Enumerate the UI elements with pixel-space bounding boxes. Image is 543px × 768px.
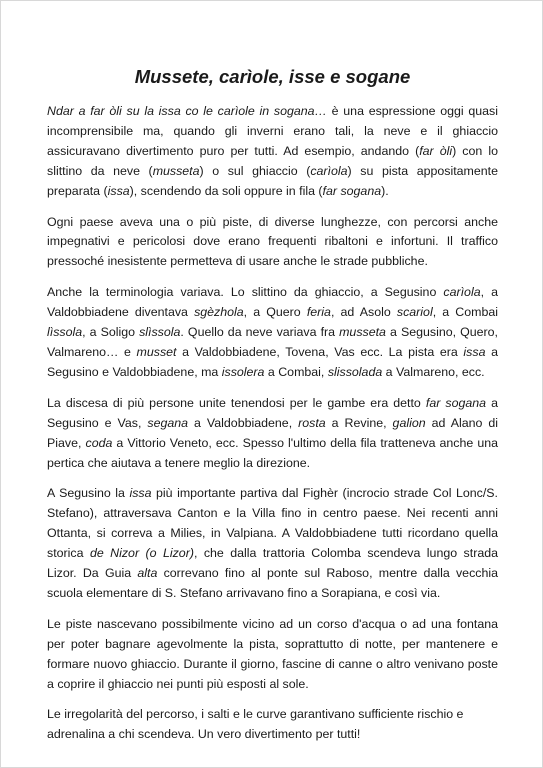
- text-run: Le irregolarità del percorso, i salti e le curve garantivano sufficiente rischio e adrenalina a chi scendeva. Un vero divertimento per tutti!: [47, 707, 464, 742]
- text-run: , che dalla trattoria Colomba scendeva lungo strada Lizor. Da Guia: [47, 546, 498, 581]
- text-run: è una espressione oggi quasi incomprensibile ma, quando gli inverni erano tali, la neve e il ghiaccio assicuravano divertimento puro per tutti. Ad esempio, andando (: [47, 104, 499, 158]
- italic-term: Ndar a far òli su la issa co le carìole in sogana…: [47, 104, 327, 118]
- text-run: a Segusino e Valdobbiadene, ma: [47, 344, 498, 379]
- text-run: A Segusino la: [47, 486, 130, 501]
- italic-term: issa: [463, 344, 486, 359]
- italic-term: scariol: [396, 305, 433, 320]
- text-run: correvano fino al ponte sul Raboso, mentre dalla vecchia scuola elementare di S. Stefano arrivavano fino a Sorapiana, e così via.: [47, 566, 498, 600]
- italic-term: rosta: [298, 415, 326, 430]
- italic-term: sgèzhola: [194, 305, 244, 320]
- text-run: ) con lo slittino da neve (: [47, 143, 498, 178]
- italic-term: galion: [392, 415, 426, 430]
- text-run: a Valdobbiadene,: [188, 415, 299, 430]
- italic-term: issa: [107, 183, 130, 198]
- text-run: Le piste nascevano possibilmente vicino ad un corso d'acqua o ad una fontana per poter bagnare agevolmente la pista, soprattutto di notte, per mantenere e formare nuovo ghiaccio. Durante il giorno, fascine di canne o altro venivano poste a coprire il ghiaccio nei punti più esposti al sole.: [47, 616, 498, 691]
- italic-term: feria: [306, 305, 331, 320]
- paragraph-7: [47, 705, 498, 745]
- italic-term: coda: [85, 435, 113, 450]
- italic-term: issa: [129, 486, 152, 501]
- text-run: a Valmareno, ecc.: [382, 364, 485, 379]
- italic-term: de Nizor (o Lizor): [89, 546, 194, 561]
- text-run: , a Quero: [243, 305, 307, 320]
- italic-term: slissolada: [327, 364, 383, 379]
- text-run: a Valdobbiadene, Tovena, Vas ecc. La pista era: [176, 344, 464, 359]
- text-run: a Revine,: [325, 415, 393, 430]
- document-body: [47, 102, 498, 745]
- text-run: a Segusino, Quero, Valmareno… e: [47, 325, 499, 359]
- text-run: ) su pista appositamente preparata (: [47, 163, 498, 198]
- italic-term: far òli: [419, 143, 453, 158]
- italic-term: carìola: [310, 163, 348, 178]
- italic-term: musseta: [339, 325, 386, 340]
- text-run: ad Alano di Piave,: [47, 415, 499, 450]
- document-title: Mussete, carìole, isse e sogane: [134, 66, 411, 87]
- text-run: , ad Asolo: [330, 305, 397, 320]
- paragraph-2: [47, 213, 498, 273]
- paragraph-4: [47, 394, 498, 474]
- italic-term: far sogana: [425, 395, 487, 410]
- paragraph-3: [47, 283, 498, 383]
- text-run: . Quello da neve variava fra: [180, 325, 340, 340]
- text-run: più importante partiva dal Fighèr (incrocio strade Col Lonc/S. Stefano), attraversava Canton e la Villa fino in centro paese. Nei recenti anni Ottanta, si correva a Milies, in Valpiana. A Valdobbiadene tutti ricordano quella storica: [47, 486, 498, 561]
- text-run: , a Soligo: [82, 325, 140, 340]
- italic-term: musset: [136, 344, 177, 359]
- text-run: , a Combai: [432, 305, 498, 320]
- italic-term: carìola: [443, 285, 481, 300]
- italic-term: lìssola: [47, 325, 83, 340]
- text-run: ).: [381, 183, 389, 198]
- text-run: ) o sul ghiaccio (: [199, 163, 311, 178]
- italic-term: far sogana: [322, 183, 382, 198]
- text-run: Ogni paese aveva una o più piste, di diverse lunghezze, con percorsi anche impegnativi e pericolosi dove erano frequenti ribaltoni e infortuni. Il traffico pressoché inesistente permetteva di usare anche le strade pubbliche.: [47, 214, 498, 269]
- italic-term: segana: [147, 415, 189, 430]
- document-page: [47, 66, 498, 756]
- text-run: ), scendendo da soli oppure in fila (: [129, 183, 323, 198]
- text-run: a Segusino e Vas,: [47, 395, 498, 430]
- text-run: a Vittorio Veneto, ecc. Spesso l'ultimo della fila tratteneva anche una pertica che aiutava a tenere meglio la direzione.: [47, 435, 498, 470]
- paragraph-6: [47, 615, 498, 695]
- italic-term: issolera: [221, 364, 265, 379]
- text-run: a Combai,: [264, 364, 328, 379]
- italic-term: musseta: [152, 163, 200, 178]
- text-run: La discesa di più persone unite tenendosi per le gambe era detto: [47, 395, 426, 410]
- paragraph-5: [47, 484, 498, 603]
- paragraph-1: [47, 102, 498, 202]
- italic-term: alta: [137, 566, 158, 581]
- italic-term: slìssola: [139, 325, 181, 340]
- text-run: Anche la terminologia variava. Lo slittino da ghiaccio, a Segusino: [47, 285, 444, 300]
- text-run: , a Valdobbiadene diventava: [47, 285, 499, 320]
